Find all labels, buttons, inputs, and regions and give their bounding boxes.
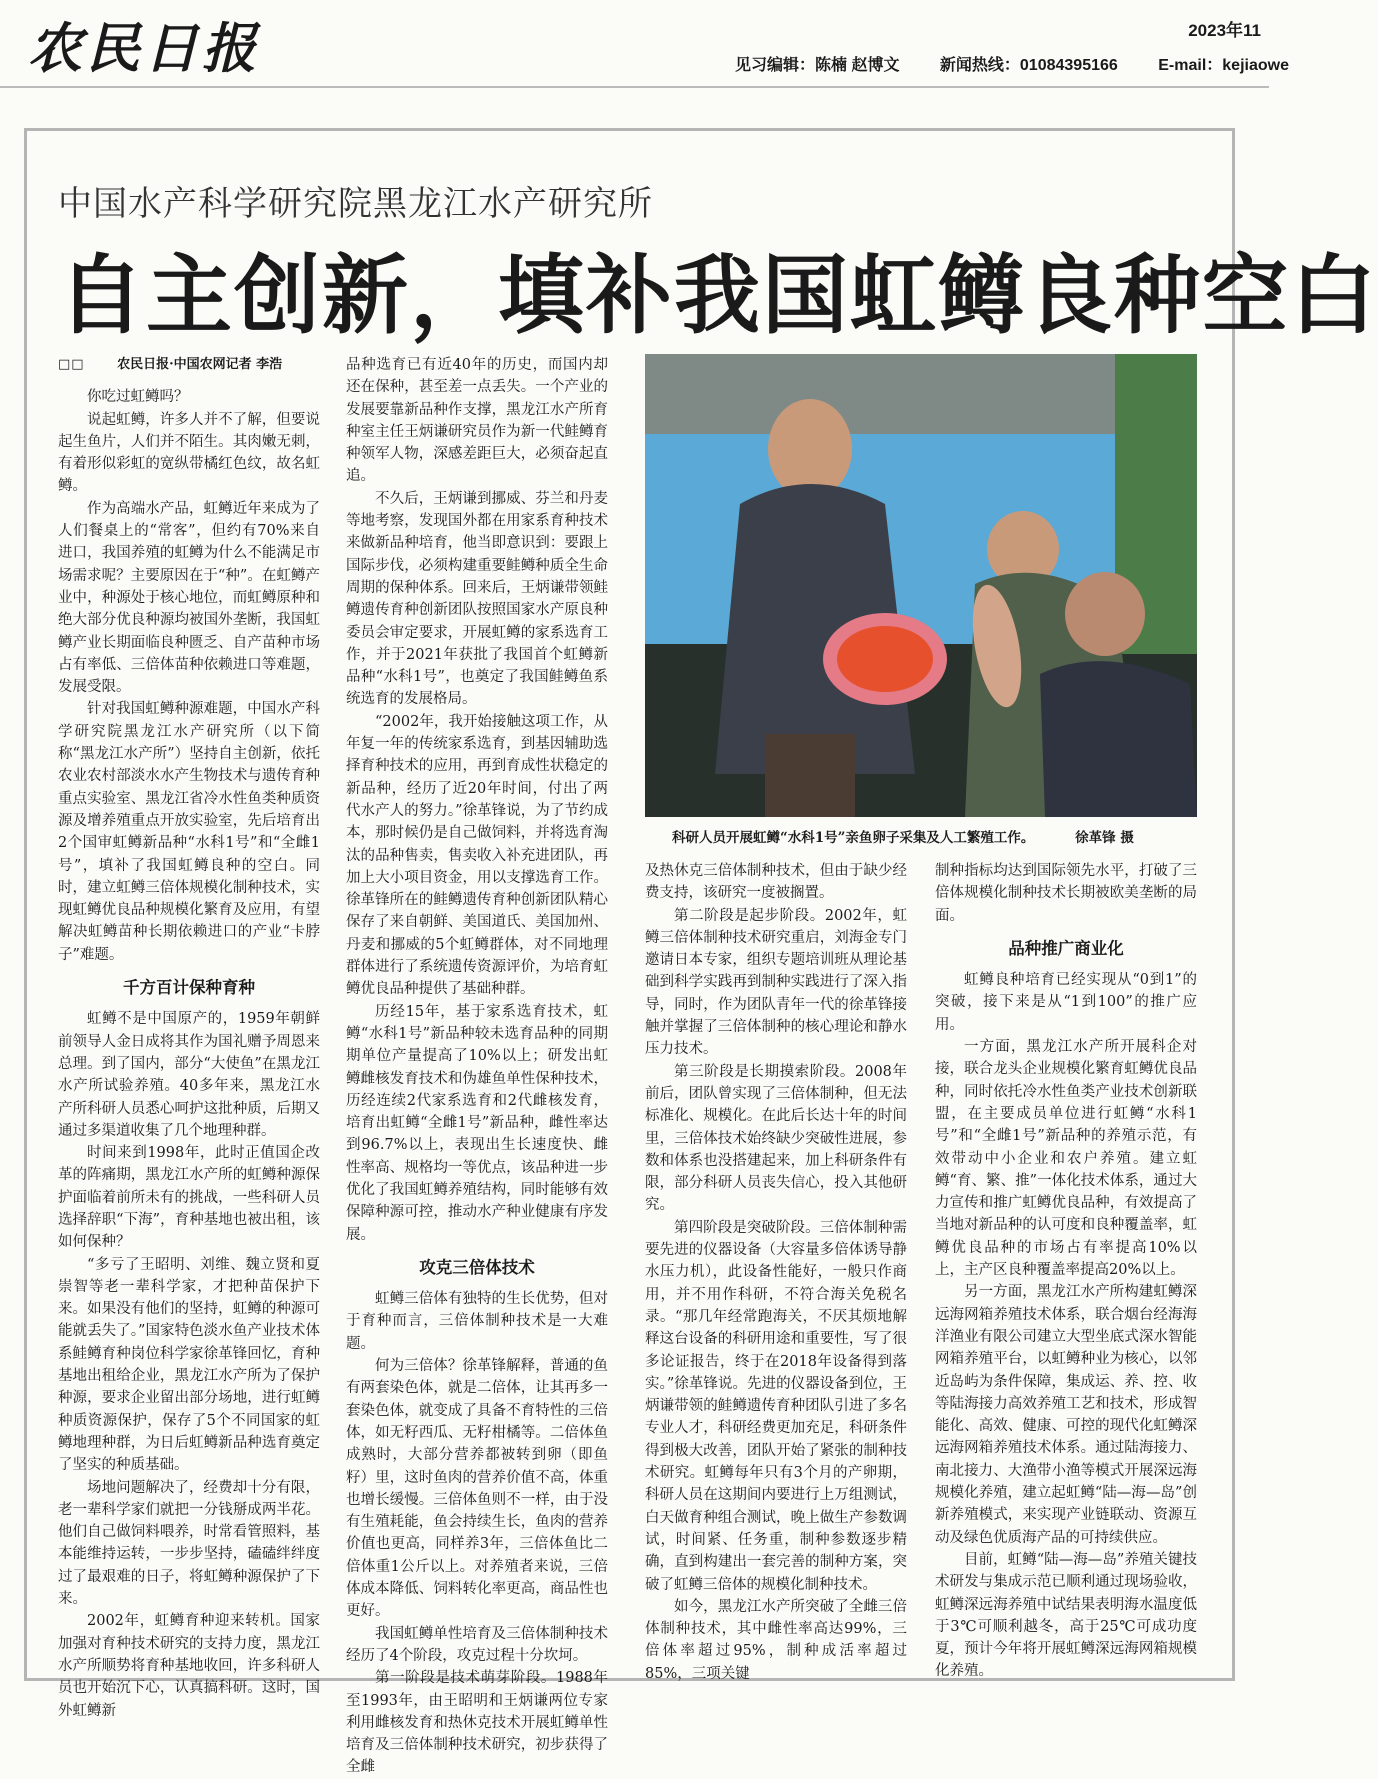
caption-text: 科研人员开展虹鳟“水科1号”亲鱼卵子采集及人工繁殖工作。 <box>672 830 1035 846</box>
photo-credit: 徐革锋 摄 <box>1075 830 1134 846</box>
paragraph: 说起虹鳟，许多人并不了解，但要说起生鱼片，人们并不陌生。其肉嫩无刺，有着形似彩虹的宽纵带橘红色纹，故名虹鳟。 <box>58 411 320 495</box>
paragraph: 虹鳟良种培育已经实现从“0到1”的突破，接下来是从“1到100”的推广应用。 <box>935 972 1197 1033</box>
paragraph: “多亏了王昭明、刘维、魏立贤和夏崇智等老一辈科学家，才把种苗保护下来。如果没有他们的坚持，虹鳟的种源可能就丢失了。”国家特色淡水鱼产业技术体系鲑鳟育种岗位科学家徐革锋回忆，育种基地出租给企业，黑龙江水产所为了保护种源，要求企业留出部分场地，进行虹鳟种质资源保护，保存了5个不同国家的虹鳟地理种群，为日后虹鳟新品种选育奠定了坚实的种质基础。 <box>58 1256 320 1474</box>
paragraph: 另一方面，黑龙江水产所构建虹鳟深远海网箱养殖技术体系，联合烟台经海海洋渔业有限公司建立大型坐底式深水智能网箱养殖平台，以虹鳟种业为核心，以邻近岛屿为条件保障，集成运、养、控、收等陆海接力高效养殖工艺和技术，形成智能化、高效、健康、可控的现代化虹鳟深远海网箱养殖技术体系。通过陆海接力、南北接力、大渔带小渔等模式开展深远海规模化养殖，建立起虹鳟“陆—海—岛”创新养殖模式，来实现产业链联动、资源互动及绿色优质海产品的可持续供应。 <box>935 1284 1197 1546</box>
article-headline: 自主创新，填补我国虹鳟良种空白 <box>58 245 1378 346</box>
column-4 <box>935 860 1197 1680</box>
byline-box: □□ <box>58 357 85 372</box>
issue-date: 2023年11 <box>1188 21 1261 40</box>
paragraph: 第二阶段是起步阶段。2002年，虹鳟三倍体制种技术研究重启，刘海金专门邀请日本专家，组织专题培训班从理论基础到科学实践再到制种实践进行了深入指导，同时，作为团队青年一代的徐革锋接触并掌握了三倍体制种的核心理论和静水压力技术。 <box>645 907 907 1058</box>
paragraph: 如今，黑龙江水产所突破了全雌三倍体制种技术，其中雌性率高达99%，三倍体率超过95%，制种成活率超过85%，三项关键 <box>645 1598 907 1682</box>
paragraph: 场地问题解决了，经费却十分有限，老一辈科学家们就把一分钱掰成两半花。他们自己做饲料喂养，时常看管照料，基本能维持运转，一步步坚持，磕磕绊绊度过了最艰难的日子，将虹鳟种源保护了下来。 <box>58 1479 320 1608</box>
paragraph: 2002年，虹鳟育种迎来转机。国家加强对育种技术研究的支持力度，黑龙江水产所顺势将育种基地收回，许多科研人员也开始沉下心，认真搞科研。这时，国外虹鳟新 <box>58 1613 320 1719</box>
column-2 <box>346 354 608 1776</box>
paragraph: 制种指标均达到国际领先水平，打破了三倍体规模化制种技术长期被欧美垄断的局面。 <box>935 863 1197 924</box>
subheading: 千方百计保种育种 <box>123 979 255 998</box>
article-kicker: 中国水产科学研究院黑龙江水产研究所 <box>58 184 653 224</box>
column-1 <box>58 354 320 1719</box>
paragraph: 第四阶段是突破阶段。三倍体制种需要先进的仪器设备（大容量多倍体诱导静水压力机），此设备性能好，一般只作商用，并不用作科研，不符合海关免税名录。“那几年经常跑海关，不厌其烦地解释这台设备的科研用途和重要性，写了很多论证报告，终于在2018年设备得到落实。”徐革锋说。先进的仪器设备到位，王炳谦带领的鲑鳟遗传育种团队引进了多名专业人才，科研经费更加充足，科研条件得到极大改善，团队开始了紧张的制种技术研究。虹鳟每年只有3个月的产卵期，科研人员在这期间内要进行上万组测试，白天做育种组合测试，晚上做生产参数调试，时间紧、任务重，制种参数逐步精确，直到构建出一套完善的制种方案，突破了虹鳟三倍体的规模化制种技术。 <box>645 1219 907 1593</box>
paragraph: 一方面，黑龙江水产所开展科企对接，联合龙头企业规模化繁育虹鳟优良品种，同时依托冷水性鱼类产业技术创新联盟，在主要成员单位进行虹鳟“水科1号”和“全雌1号”新品种的养殖示范，有效带动中小企业和农户养殖。建立虹鳟“育、繁、推”一体化技术体系，通过大力宣传和推广虹鳟优良品种，有效提高了当地对新品种的认可度和良种覆盖率，虹鳟优良品种的市场占有率提高10%以上，主产区良种覆盖率提高20%以上。 <box>935 1039 1197 1279</box>
paragraph: 你吃过虹鳟吗？ <box>87 389 189 406</box>
paragraph: 第三阶段是长期摸索阶段。2008年前后，团队曾实现了三倍体制种，但无法标准化、规模化。在此后长达十年的时间里，三倍体技术始终缺少突破性进展，参数和体系也没搭建起来，加上科研条件有限，部分科研人员丧失信心，投入其他研究。 <box>645 1063 907 1214</box>
paragraph: 虹鳟不是中国原产的，1959年朝鲜前领导人金日成将其作为国礼赠予周恩来总理。到了国内，部分“大使鱼”在黑龙江水产所试验养殖。40多年来，黑龙江水产所科研人员悉心呵护这批种质，后期又通过多渠道收集了几个地理种群。 <box>58 1011 320 1139</box>
paragraph: 历经15年，基于家系选育技术，虹鳟“水科1号”新品种较未选育品种的同期期单位产量提高了10%以上；研发出虹鳟雌核发育技术和伪雄鱼单性保种技术，历经连续2代家系选育和2代雌核发育，培育出虹鳟“全雌1号”新品种，雌性率达到96.7%以上，表现出生长速度快、雌性率高、规格均一等优点，该品种进一步优化了我国虹鳟养殖结构，同时能够有效保障种源可控，推动水产种业健康有序发展。 <box>346 1003 608 1243</box>
byline <box>58 354 320 376</box>
editors: 见习编辑：陈楠 赵博文 <box>735 57 900 74</box>
article-photo <box>645 354 1197 817</box>
news-hotline: 新闻热线：01084395166 <box>939 57 1118 74</box>
paragraph: 品种选育已有近40年的历史，而国内却还在保种，甚至差一点丢失。一个产业的发展要靠新品种作支撑，黑龙江水产所育种室主任王炳谦研究员作为新一代鲑鳟育种领军人物，深感差距巨大，必须奋起直追。 <box>346 357 608 485</box>
newspaper-logo: 农民日报 <box>28 16 260 80</box>
paragraph: 针对我国虹鳟种源难题，中国水产科学研究院黑龙江水产研究所（以下简称“黑龙江水产所”）坚持自主创新，依托农业农村部淡水水产生物技术与遗传育种重点实验室、黑龙江省冷水性鱼类种质资源及增养殖重点开放实验室，先后培育出2个国审虹鳟新品种“水科1号”和“全雌1号”，填补了我国虹鳟良种的空白。同时，建立虹鳟三倍体规模化制种技术，实现虹鳟优良品种规模化繁育及应用，有望解决虹鳟苗种长期依赖进口的产业“卡脖子”难题。 <box>58 701 320 963</box>
paragraph: 我国虹鳟单性培育及三倍体制种技术经历了4个阶段，攻克过程十分坎坷。 <box>346 1625 608 1664</box>
subheading: 攻克三倍体技术 <box>419 1258 535 1277</box>
contact-line <box>735 52 1325 75</box>
paragraph: 作为高端水产品，虹鳟近年来成为了人们餐桌上的“常客”，但约有70%来自进口，我国养殖的虹鳟为什么不能满足市场需求呢？主要原因在于“种”。在虹鳟产业中，种源处于核心地位，而虹鳟原种和绝大部分优良种源均被国外垄断，我国虹鳟产业长期面临良种匮乏、自产苗种市场占有率低、三倍体苗种依赖进口等难题，发展受限。 <box>58 500 320 696</box>
paragraph: “2002年，我开始接触这项工作，从年复一年的传统家系选育，到基因辅助选择育种技术的应用，再到育成性状稳定的新品种，经历了近20年时间，付出了两代水产人的努力。”徐革锋说，为了节约成本，那时候仍是自己做饲料，并将选育淘汰的品种售卖，售卖收入补充进团队，再加上大小项目资金，用以支撑选育工作。徐革锋所在的鲑鳟遗传育种创新团队精心保存了来自朝鲜、美国道氏、美国加州、丹麦和挪威的5个虹鳟群体，对不同地理群体进行了系统遗传资源评价，为培育虹鳟优良品种提供了基础种群。 <box>346 713 608 998</box>
paragraph: 不久后，王炳谦到挪威、芬兰和丹麦等地考察，发现国外都在用家系育种技术来做新品种培育，他当即意识到：要跟上国际步伐，必须构建重要鲑鳟种质全生命周期的保种体系。回来后，王炳谦带领鲑鳟遗传育种创新团队按照国家水产原良种委员会审定要求，开展虹鳟的家系选育工作，并于2021年获批了我国首个虹鳟新品种“水科1号”，也奠定了我国鲑鳟鱼系统选育的发展格局。 <box>346 490 608 708</box>
paragraph: 何为三倍体？徐革锋解释，普通的鱼有两套染色体，就是二倍体，让其再多一套染色体，就变成了具备不育特性的三倍体，如无籽西瓜、无籽柑橘等。二倍体鱼成熟时，大部分营养都被转到卵（即鱼籽）里，这时鱼肉的营养价值不高，体重也增长缓慢。三倍体鱼则不一样，由于没有生殖耗能，鱼会持续生长，鱼肉的营养价值也更高，同样养3年，三倍体鱼比二倍体重1公斤以上。对养殖者来说，三倍体成本降低、饲料转化率更高，商品性也更好。 <box>346 1358 608 1620</box>
email: E-mail：kejiaowe <box>1158 57 1289 74</box>
masthead <box>0 0 1289 88</box>
paragraph: 虹鳟三倍体有独特的生长优势，但对于育种而言，三倍体制种技术是一大难题。 <box>346 1291 608 1352</box>
paragraph: 及热休克三倍体制种技术，但由于缺少经费支持，该研究一度被搁置。 <box>645 863 907 902</box>
paragraph: 第一阶段是技术萌芽阶段。1988年至1993年，由王昭明和王炳谦两位专家利用雌核发育和热休克技术开展虹鳟单性培育及三倍体制种技术研究，初步获得了全雌 <box>346 1670 608 1776</box>
photo-caption <box>672 826 1134 846</box>
photo-illustration <box>645 354 1197 817</box>
subheading: 品种推广商业化 <box>1008 939 1124 958</box>
paragraph: 目前，虹鳟“陆—海—岛”养殖关键技术研发与集成示范已顺利通过现场验收，虹鳟深远海养殖中试结果表明海水温度低于3℃可顺利越冬，高于25℃可成功度夏，预计今年将开展虹鳟深远海网箱规模化养殖。 <box>935 1551 1197 1680</box>
paragraph: 时间来到1998年，此时正值国企改革的阵痛期，黑龙江水产所的虹鳟种源保护面临着前所未有的挑战，一些科研人员选择辞职“下海”，育种基地也被出租，该如何保种？ <box>58 1145 320 1251</box>
column-3 <box>645 860 907 1682</box>
byline-text: 农民日报·中国农网记者 李浩 <box>117 357 283 372</box>
